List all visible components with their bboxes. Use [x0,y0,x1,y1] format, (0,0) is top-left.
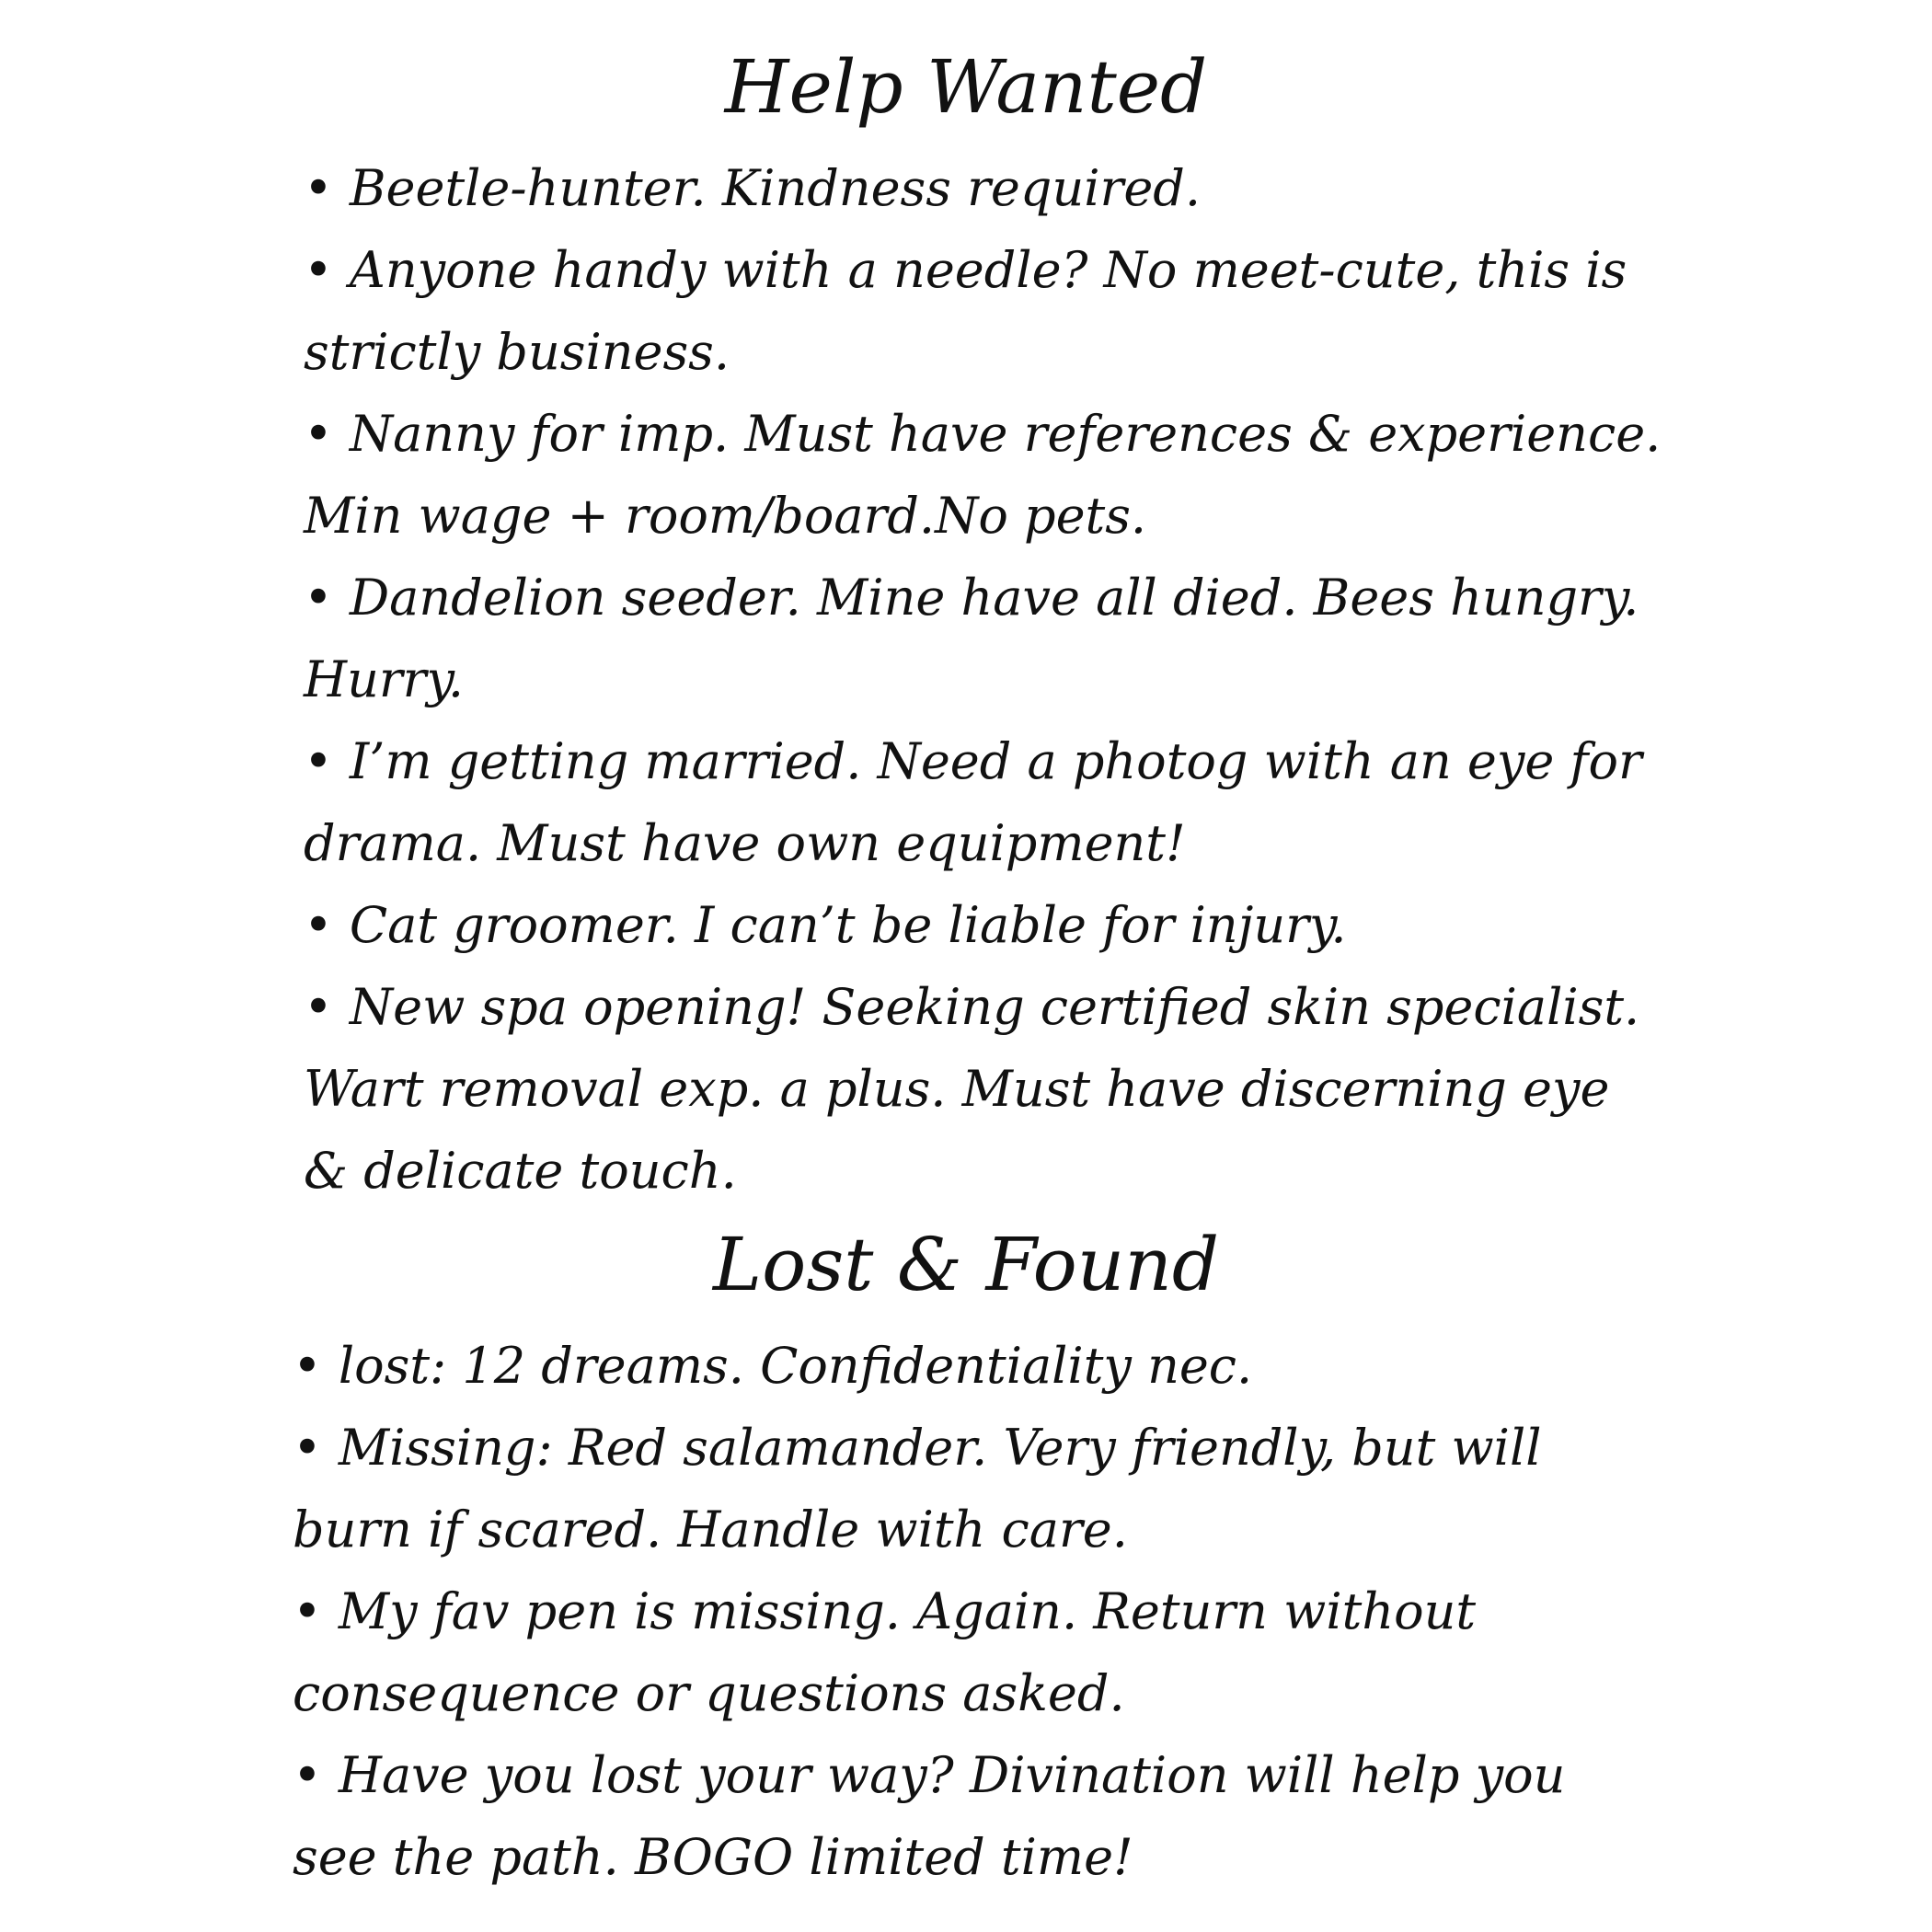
list-item [304,884,1665,966]
help-wanted-item-text: Beetle-hunter. Kindness required. [349,159,1202,217]
bullet-icon: • [304,405,333,463]
list-item [293,1407,1654,1570]
bullet-icon: • [304,732,333,790]
bullet-icon: • [304,241,333,299]
bullet-icon: • [304,569,333,627]
lost-found-item-text: Have you lost your way? Divination will help you see the path. BOGO limited time! [293,1746,1566,1886]
list-item [304,147,1665,229]
bullet-icon: • [304,896,333,954]
list-item [304,966,1665,1212]
lost-found-item-text: My fav pen is missing. Again. Return without consequence or questions asked. [293,1582,1477,1722]
help-wanted-item-text: New spa opening! Seeking certified skin specialist. Wart removal exp. a plus. Must have discerning eye & delicate touch. [304,978,1640,1200]
bullet-icon: • [304,159,333,217]
help-wanted-item-text: Nanny for imp. Must have references & experience. Min wage + room/board.No pets. [304,405,1662,545]
bullet-icon: • [293,1337,322,1395]
lost-found-item-text: Missing: Red salamander. Very friendly, but will burn if scared. Handle with care. [293,1419,1542,1558]
list-item [304,229,1665,393]
bullet-icon: • [304,978,333,1036]
list-item [293,1734,1654,1898]
lost-found-list [293,1325,1654,1898]
list-item [304,393,1665,557]
list-item [304,720,1665,884]
help-wanted-heading: Help Wanted [724,44,1208,130]
help-wanted-item-text: Anyone handy with a needle? No meet-cute, this is strictly business. [304,241,1627,381]
list-item [293,1570,1654,1734]
lost-found-item-text: lost: 12 dreams. Confidentiality nec. [338,1337,1253,1395]
help-wanted-list [304,147,1665,1212]
bullet-icon: • [293,1419,322,1477]
lost-found-heading: Lost & Found [712,1222,1220,1307]
bullet-icon: • [293,1582,322,1640]
list-item [293,1325,1654,1407]
list-item [304,557,1665,720]
help-wanted-item-text: Dandelion seeder. Mine have all died. Bees hungry. Hurry. [304,569,1639,708]
help-wanted-item-text: I’m getting married. Need a photog with an eye for drama. Must have own equipment! [304,732,1642,872]
bullet-icon: • [293,1746,322,1804]
help-wanted-item-text: Cat groomer. I can’t be liable for injury. [349,896,1347,954]
